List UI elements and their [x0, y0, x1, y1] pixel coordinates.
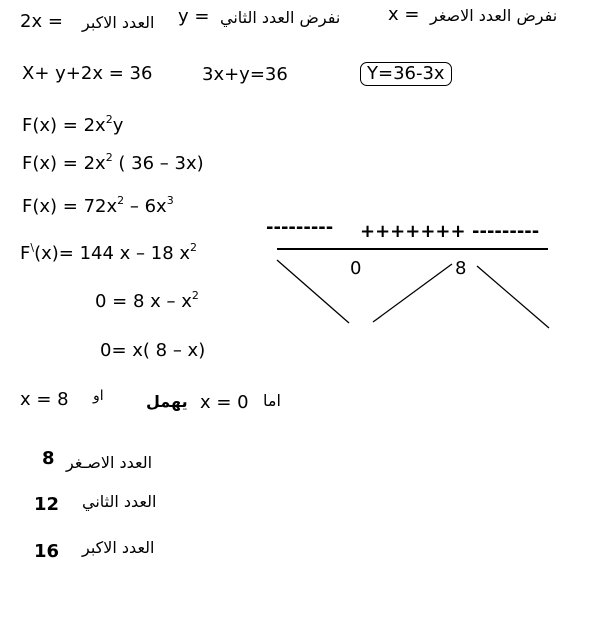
- sign-negative-left: ---------: [266, 217, 334, 238]
- function-line-1-tail: y: [112, 115, 124, 136]
- answer-smallest-value: 8: [42, 448, 55, 469]
- root-x-zero: x = 0: [200, 392, 249, 413]
- second-number-label: نفرض العدد الثاني: [220, 8, 341, 27]
- decreasing-arrow-right: [477, 266, 549, 328]
- sign-negative-right: ---------: [472, 221, 540, 242]
- derivative-line-3: 0= x( 8 – x): [100, 340, 206, 361]
- root-x-eight: x = 8: [20, 389, 69, 410]
- sign-root-zero: 0: [350, 258, 362, 279]
- either-word: اما: [263, 391, 281, 410]
- small-number-definition: x =: [388, 4, 420, 25]
- function-line-1-exponent: 2: [105, 113, 113, 126]
- function-line-3-main: F(x) = 72x: [22, 196, 118, 217]
- y-solved-equation: Y=36-3x: [360, 62, 452, 86]
- derivative-line-2-main: 0 = 8 x – x: [95, 291, 192, 312]
- second-number-definition: y =: [178, 6, 210, 27]
- decreasing-arrow-left: [277, 260, 349, 323]
- function-line-1-main: F(x) = 2x: [22, 115, 106, 136]
- answer-smallest-label: العدد الاصـغر: [66, 453, 153, 472]
- big-number-label: العدد الاكبر: [82, 13, 155, 32]
- answer-second-label: العدد الثاني: [82, 492, 157, 511]
- function-line-3-exponent-1: 2: [117, 194, 125, 207]
- answer-largest-label: العدد الاكبر: [82, 538, 155, 557]
- small-number-label: نفرض العدد الاصغر: [430, 6, 558, 25]
- derivative-expression: (x)= 144 x – 18 x: [34, 243, 191, 264]
- sign-positive-middle: +++++++: [360, 221, 466, 242]
- function-line-3-exponent-2: 3: [166, 194, 174, 207]
- function-line-3-middle: – 6x: [124, 196, 167, 217]
- simplified-equation: 3x+y=36: [202, 64, 288, 85]
- function-line-2-tail: ( 36 – 3x): [112, 153, 204, 174]
- derivative-exponent: 2: [190, 241, 198, 254]
- derivative-f: F: [20, 243, 31, 264]
- or-word: او: [93, 388, 104, 404]
- answer-largest-value: 16: [34, 541, 60, 562]
- neglect-word: يهمل: [146, 392, 188, 411]
- derivative-line-2-exponent: 2: [191, 289, 199, 302]
- big-number-definition: 2x =: [20, 11, 63, 32]
- sign-root-eight: 8: [455, 258, 467, 279]
- function-line-2-exponent: 2: [105, 151, 113, 164]
- answer-second-value: 12: [34, 494, 60, 515]
- function-line-2-main: F(x) = 2x: [22, 153, 106, 174]
- derivative-prime-mark: \: [30, 241, 35, 254]
- increasing-arrow: [373, 264, 452, 322]
- sum-equation: X+ y+2x = 36: [22, 63, 153, 84]
